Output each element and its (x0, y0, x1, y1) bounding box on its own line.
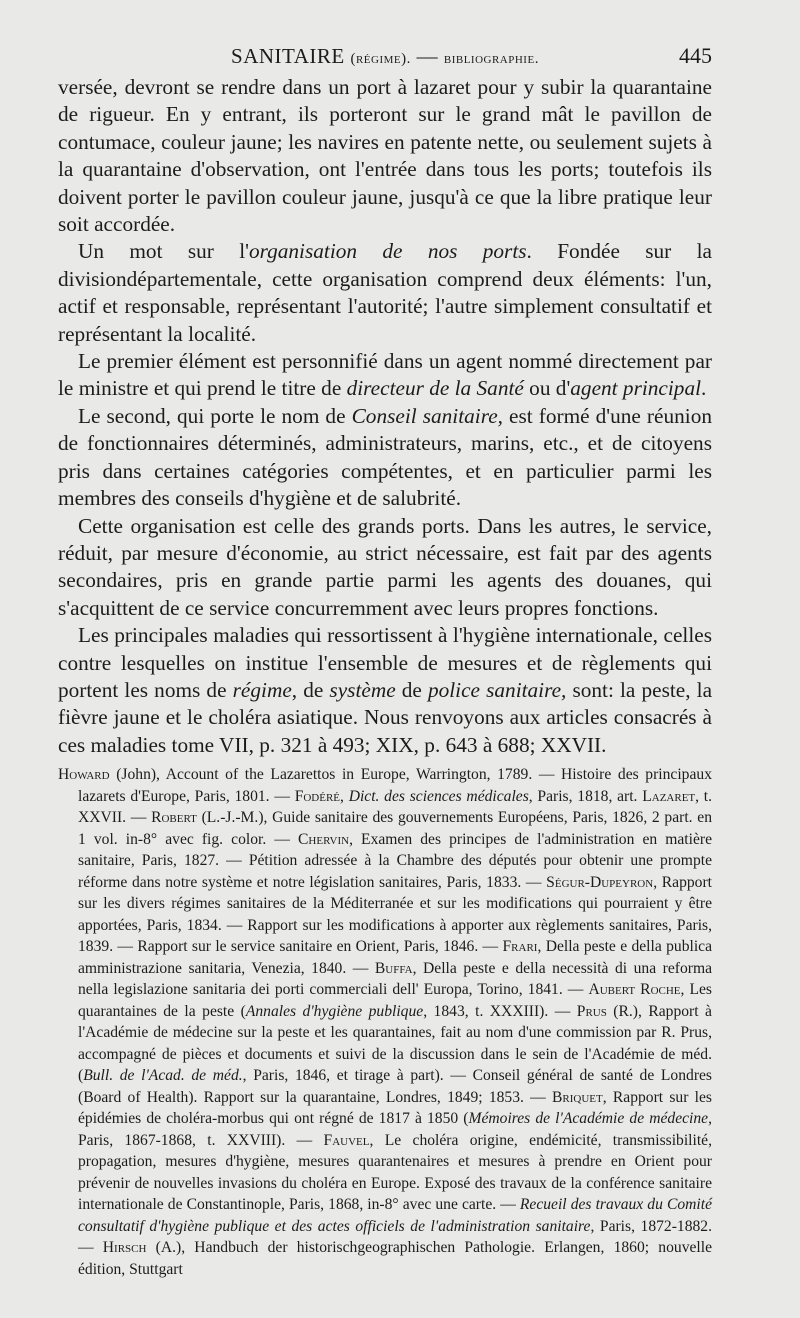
author-howard: Howard (58, 766, 110, 783)
author-frari: Frari (502, 938, 538, 955)
author-chervin: Chervin (298, 830, 350, 848)
bibliography (58, 764, 712, 1280)
page-number: 445 (679, 43, 712, 68)
p3-text-c: . (701, 376, 707, 401)
paragraph-5: Cette organisation est celle des grands ports. Dans les autres, le service, réduit, par mesure d'économie, au strict nécessaire, est fait par des agents secondaires, pris en grande partie parmi les agents des douanes, qui s'acquittent de ce service concurremment avec leurs propres fonctions. (58, 513, 712, 620)
biblio-text: (A.), Handbuch der historischgeographischen Pathologie. Erlangen, 1860; nouvelle édition, Stuttgart (78, 1239, 712, 1278)
paragraph-3 (58, 348, 712, 403)
author-briquet: Briquet (552, 1088, 603, 1106)
paragraph-2 (58, 238, 712, 348)
p6-emphasis-3: police sanitaire, (427, 677, 567, 702)
paragraph-1: versée, devront se rendre dans un port à lazaret pour y subir la quarantaine de rigueur. En y entrant, ils porteront sur le grand mât le pavillon de contumace, couleur jaune; les navires en patente nette, ou seulement sujets à la quarantaine d'observation, ont l'entrée dans tous les ports; toutefois ils doivent porter le pavillon couleur jaune, jusqu'à ce que la libre pratique leur soit accordée. (58, 75, 712, 237)
author-hirsch: Hirsch (102, 1239, 147, 1256)
running-header (58, 40, 712, 72)
biblio-title: Annales d'hygiène publique (245, 1002, 424, 1020)
title-main: SANITAIRE (231, 43, 345, 68)
biblio-text: (John), Account of the Lazarettos in Europe, Warrington, 1789. — Histoire des principaux lazarets d'Europe, Paris, 1801. — (78, 766, 712, 805)
p3-text-a: Le premier élément est personnifié dans un agent nommé directement par le ministre et qui prend le titre de (58, 349, 712, 401)
main-text (58, 74, 712, 759)
paragraph-6 (58, 622, 712, 759)
p2-emphasis: organisation de nos ports (248, 239, 527, 264)
author-robert: Robert (151, 809, 197, 826)
p3-text-b: ou d' (523, 376, 571, 401)
biblio-text: (R.), Rapport à l'Académie de médecine sur la peste et les quarantaines, fait au nom d'une commission par R. Prus, accompagné de pièces et documents et suivi de la discussion dans le sein de l'Académie de méd. ( (78, 1002, 712, 1084)
p3-emphasis-1: directeur de la Santé (346, 376, 524, 401)
biblio-text: , Paris, 1867-1868, t. XXVIII). — (78, 1110, 713, 1149)
author-prus: Prus (576, 1002, 607, 1020)
p6-text-d: sont: la peste, la fièvre jaune et le choléra asiatique. Nous renvoyons aux articles consacrés à ces maladies tome VII, p. 321 à 493; XIX, p. 643 à 688; XXVII. (58, 677, 713, 757)
biblio-text: , Paris, 1846, et tirage à part). — Conseil général de santé de Londres (Board of Health). Rapport sur la quarantaine, Londres, 1849; 1853. — (78, 1067, 712, 1106)
author-fodere: Fodéré (294, 787, 341, 805)
p2-text-b: . Fondée sur la divisiondépartementale, cette organisation comprend deux éléments: l'un, actif et responsable, représentant l'autorité; l'autre simplement consultatif et représentant la localité. (58, 239, 712, 346)
biblio-title: Bull. de l'Acad. de méd. (83, 1067, 243, 1084)
biblio-text: (L.-J.-M.), Guide sanitaire des gouvernements Européens, Paris, 1826, 2 part. en 1 vol. in-8° avec fig. color. — (78, 809, 712, 848)
running-title (231, 44, 539, 69)
biblio-text: , Paris, 1818, art. (528, 787, 643, 805)
p6-text-c: de (395, 677, 428, 702)
title-dash: — (410, 43, 444, 68)
biblio-text: , Le choléra origine, endémicité, transmissibilité, propagation, mesures d'hygiène, mesures quarantenaires et mesures à prendre en Orient pour prévenir de nouvelles invasions du choléra en Europe. Exposé des travaux de la conférence sanitaire internationale de Constantinople, Paris, 1868, in-8° avec une carte. — (78, 1131, 712, 1213)
author-fauvel: Fauvel (323, 1131, 370, 1149)
title-regime: (régime). (350, 50, 411, 67)
biblio-text: , Della peste e della publica amministrazione sanitaria, Venezia, 1840. — (78, 938, 712, 977)
author-segur-dupeyron: Ségur-Dupeyron (546, 873, 654, 891)
p3-emphasis-2: agent principal (570, 376, 702, 401)
p6-text-b: , de (291, 677, 330, 702)
p6-emphasis-1: régime (232, 677, 292, 702)
p6-emphasis-2: système (329, 677, 396, 702)
biblio-text: , Examen des principes de l'administration en matière sanitaire, Paris, 1827. — Pétition adressée à la Chambre des députés pour obtenir une prompte réforme dans notre système et notre législation sanitaires, Paris, 1833. — (78, 830, 712, 891)
author-buffa: Buffa (374, 959, 413, 977)
biblio-text: , 1843, t. XXXIII). — (423, 1002, 577, 1020)
biblio-text: , Della peste e della necessità di una reforma nella legislazione sanitaria dei porti commerciali dell' Europa, Torino, 1841. — (78, 959, 713, 998)
biblio-text: , Les quarantaines de la peste ( (78, 981, 713, 1020)
bibliography-paragraph (58, 764, 712, 1280)
article-lazaret: Lazaret (642, 787, 696, 805)
biblio-title: Recueil des travaux du Comité consultatif d'hygiène publique et des actes officiels de l'administration sanitaire (78, 1196, 712, 1235)
p4-text-b: est formé d'une réunion de fonctionnaires déterminés, administrateurs, marins, etc., et de citoyens pris dans certaines catégories compétentes, et en particulier parmi les membres des conseils d'hygiène et de salubrité. (58, 403, 712, 511)
title-section: bibliographie. (443, 50, 539, 67)
paragraph-4 (58, 403, 712, 513)
biblio-text: , Rapport sur les divers régimes sanitaires de la Méditerranée et sur les modifications qui pourraient y être apportées, Paris, 1834. — Rapport sur les modifications à apporter aux règlements sanitaires, Paris, 1839. — Rapport sur le service sanitaire en Orient, Paris, 1846. — (78, 873, 712, 955)
biblio-text: , Rapport sur les épidémies de choléra-morbus qui ont régné de 1817 à 1850 ( (78, 1088, 712, 1127)
biblio-text: , Paris, 1872-1882. — (78, 1217, 712, 1256)
biblio-text: , t. XXVII. — (78, 787, 713, 826)
p4-emphasis: Conseil sanitaire, (351, 403, 503, 428)
author-aubert-roche: Aubert Roche (588, 981, 681, 998)
biblio-title: Dict. des sciences médicales (348, 787, 529, 805)
biblio-text: , (340, 787, 349, 805)
p4-text-a: Le second, qui porte le nom de (78, 403, 352, 428)
biblio-title: Mémoires de l'Académie de médecine (468, 1110, 709, 1127)
p2-text-a: Un mot sur l' (78, 239, 249, 264)
p6-text-a: Les principales maladies qui ressortissent à l'hygiène internationale, celles contre lesquelles on institue l'ensemble de mesures et de règlements qui portent les noms de (58, 623, 712, 702)
